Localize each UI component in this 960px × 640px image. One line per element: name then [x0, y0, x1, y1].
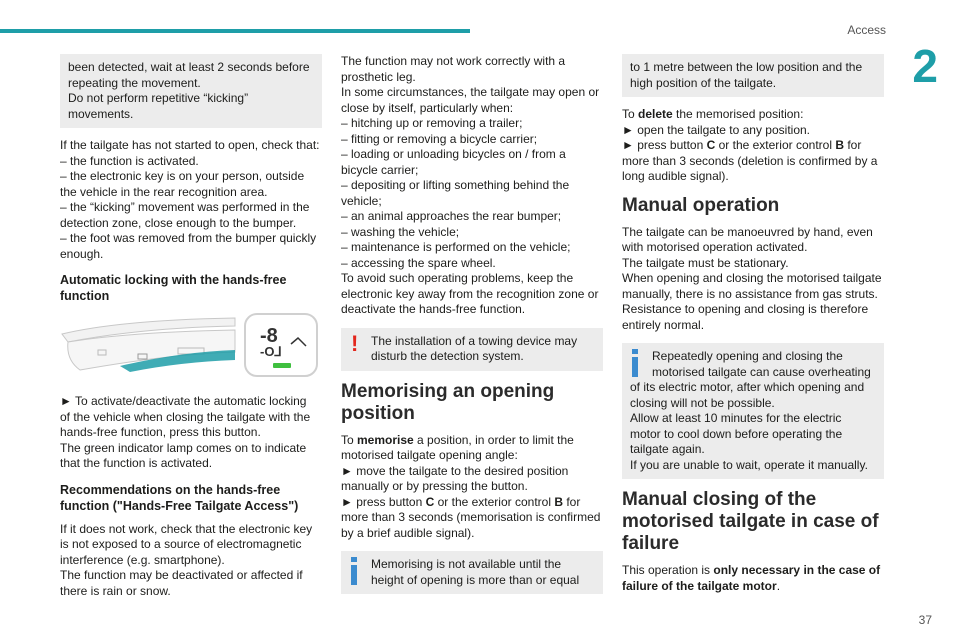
header-accent-bar [0, 29, 470, 33]
warning-exclamation-icon: ! [351, 330, 359, 356]
info-box-overheating: Repeatedly opening and closing the motorised tailgate can cause overheating of its electric motor, after which opening and closing will not be possible. Allow at least 10 minutes for the electric motor to cool down before operating the tailgate again. If you are unable to wait, operate it manually. [622, 343, 884, 479]
manual-operation-text: The tailgate can be manoeuvred by hand, even with motorised operation activated. The tailgate must be stationary. When opening and closing the motorised tailgate manually, there is no assistance from gas struts. Resistance to opening and closing is therefore entirely normal. [622, 224, 882, 332]
car-rear-illustration [60, 312, 322, 382]
memorising-heading: Memorising an opening position [341, 380, 555, 424]
section-title: Access [847, 23, 886, 37]
activate-instructions: ► To activate/deactivate the automatic locking of the vehicle when closing the tailgate with the hands-free function, press this button. The green indicator lamp comes on to indicate that the function is activated. [60, 394, 311, 470]
indicator-lamp [273, 363, 291, 368]
warning-box: ! The installation of a towing device may disturb the detection system. [341, 328, 603, 371]
info-box-memorising: Memorising is not available until the height of opening is more than or equal [341, 551, 603, 594]
note-box-continued: been detected, wait at least 2 seconds before repeating the movement. Do not perform repetitive “kicking” movements. [60, 54, 322, 128]
manual-operation-heading: Manual operation [622, 194, 780, 216]
limitations-text: The function may not work correctly with a prosthetic leg. In some circumstances, the tailgate may open or close by itself, particularly when: – hitching up or removing a trailer; – fitting or removing a bicycle carrier; – loading or unloading bicycles on / from a bicycle carrier; – depositing or lifting something behind the vehicle; – an animal approaches the rear bumper; – washing the vehicle; – maintenance is performed on the vehicle; – accessing the spare wheel. To avoid such operating problems, keep the electronic key away from the recognition zone or deactivate the hands-free function. [341, 54, 600, 316]
column-3 [622, 54, 884, 594]
info-icon [350, 557, 358, 585]
manual-closing-heading: Manual closing of the motorised tailgate in case of failure [622, 489, 879, 554]
auto-lock-heading: Automatic locking with the hands-free function [60, 273, 287, 303]
info-box-continued: to 1 metre between the low position and the high position of the tailgate. [622, 54, 884, 97]
svg-text:-O⅃: -O⅃ [260, 344, 282, 359]
check-list: If the tailgate has not started to open, check that: – the function is activated. – the electronic key is on your person, outside the vehicle in the rear recognition area. – the “kicking” movement was performed in the detection zone, close enough to the bumper. – the foot was removed from the bumper quickly enough. [60, 138, 320, 261]
memorising-text: To memorise a position, in order to limit the motorised tailgate opening angle: ► move the tailgate to the desired position manually or by pressing the button. ► press button C or the exterior control B for more than 3 seconds (memorisation is confirmed by a brief audible signal). [341, 432, 601, 540]
column-2 [341, 54, 603, 604]
info-icon [631, 349, 639, 377]
manual-closing-text: This operation is only necessary in the case of failure of the tailgate motor. [622, 563, 881, 593]
chapter-number: 2 [912, 40, 938, 92]
delete-text: To delete the memorised position: ► open the tailgate to any position. ► press button C or the exterior control B for more than 3 seconds (deletion is confirmed by a long audible signal). [622, 107, 878, 183]
recommendations-text: If it does not work, check that the electronic key is not exposed to a source of electromagnetic interference (e.g. smartphone). The function may be deactivated or affected if there is rain or snow. [60, 521, 313, 598]
svg-text:-8: -8 [260, 325, 278, 347]
column-1 [60, 54, 322, 599]
tailgate-illustration [60, 312, 322, 382]
recommendations-heading: Recommendations on the hands-free function ("Hands-Free Tailgate Access") [60, 482, 299, 513]
page-number: 37 [918, 613, 932, 627]
